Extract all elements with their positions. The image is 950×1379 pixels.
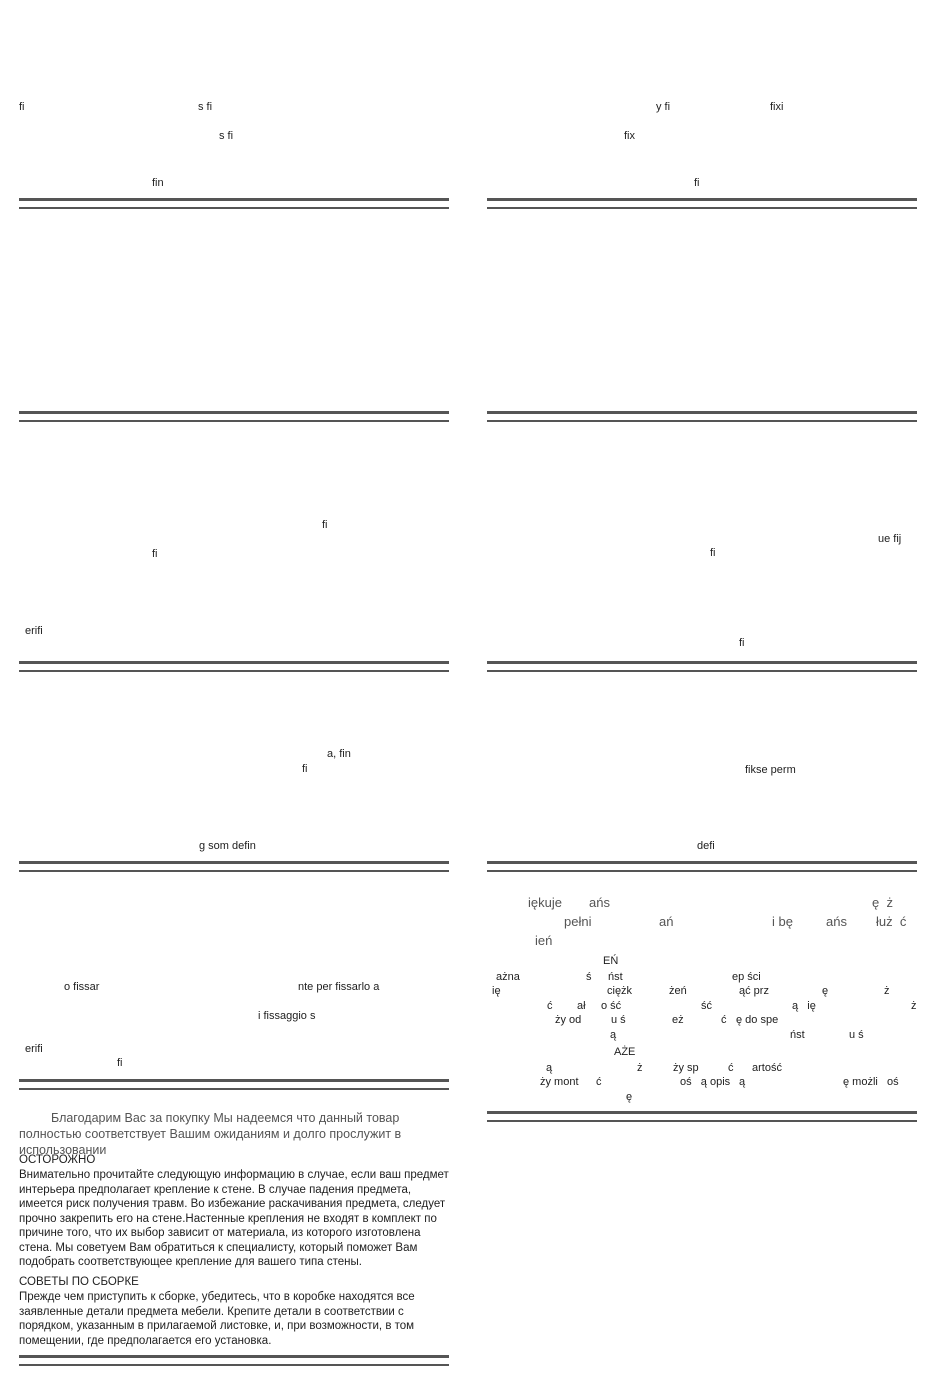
section-divider	[19, 661, 449, 672]
text-fragment: fi	[152, 548, 158, 560]
text-fragment: ażna	[496, 971, 520, 983]
text-fragment: ię	[492, 985, 501, 997]
text-fragment: iękuje	[528, 895, 562, 910]
text-fragment: ę	[822, 985, 829, 997]
ru-intro-text: Благодарим Вас за покупку Мы надеемся что данный товар полностью соответствует Вашим ожиданиям и долго прослужит в использовании	[19, 1111, 402, 1157]
text-fragment: u ś	[611, 1014, 626, 1026]
text-fragment: s fi	[219, 130, 234, 142]
text-fragment: łuż ć	[876, 914, 907, 929]
text-fragment: ę ż	[872, 895, 893, 910]
text-fragment: ę do spe	[736, 1014, 779, 1026]
section-divider	[19, 198, 449, 209]
text-fragment: fix	[624, 130, 635, 142]
text-fragment: ńst	[790, 1029, 805, 1041]
text-fragment: o ść	[601, 1000, 622, 1012]
text-fragment: fin	[152, 177, 164, 189]
text-fragment: AŻE	[614, 1046, 636, 1058]
text-fragment: oś ą opis	[680, 1076, 731, 1088]
text-fragment: ż	[884, 985, 890, 997]
section-divider	[487, 198, 917, 209]
text-fragment: ańs	[826, 914, 847, 929]
text-fragment: fi	[694, 177, 700, 189]
ru-caution-heading: ОСТОРОЖНО	[19, 1154, 96, 1166]
section-divider	[487, 861, 917, 872]
text-fragment: u ś	[849, 1029, 864, 1041]
text-fragment: ży mont	[540, 1076, 579, 1088]
text-fragment: g som defin	[199, 840, 256, 852]
ru-assembly-text: Прежде чем приступить к сборке, убедитесь, что в коробке находятся все заявленные детали предмета мебели. Крепите детали в соответствии с порядком, указанным в прилагаемой листовке, и, при возможности, в том помещении, где предполагается его установка.	[19, 1291, 415, 1347]
text-fragment: fikse perm	[745, 764, 796, 776]
section-divider	[487, 661, 917, 672]
text-fragment: ciężk	[607, 985, 633, 997]
text-fragment: ań	[659, 914, 674, 929]
text-fragment: ży od	[555, 1014, 582, 1026]
text-fragment: ż	[911, 1000, 917, 1012]
text-fragment: ał	[577, 1000, 586, 1012]
text-fragment: ć	[547, 1000, 553, 1012]
text-fragment: ień	[535, 933, 553, 948]
text-fragment: fixi	[770, 101, 784, 113]
ru-caution-text: Внимательно прочитайте следующую информацию в случае, если ваш предмет интерьера предполагает крепление к стене. В случае падения предмета, имеется риск получения травм. Во избежание раскачивания предмета, следует прочно закрепить его на стене.Настенные крепления не входят в комплект по причине того, что их выбор зависит от материала, из которого изготовлена стена. Мы советуем Вам обратиться к специалисту, который поможет Вам подобрать соответствующее крепление для вашего типа стены.	[19, 1169, 449, 1268]
text-fragment: a, fin	[327, 748, 351, 760]
text-fragment: erifi	[25, 625, 43, 637]
text-fragment: fi	[19, 101, 25, 113]
text-fragment: artość	[752, 1062, 782, 1074]
text-fragment: y fi	[656, 101, 671, 113]
text-fragment: ży sp	[673, 1062, 699, 1074]
text-fragment: fi	[739, 637, 745, 649]
section-divider	[19, 861, 449, 872]
text-fragment: ść	[701, 1000, 712, 1012]
text-fragment: EŃ	[603, 955, 619, 967]
section-divider	[487, 1111, 917, 1122]
text-fragment: ć	[596, 1076, 602, 1088]
text-fragment: ńst	[608, 971, 623, 983]
text-fragment: ć	[728, 1062, 734, 1074]
text-fragment: ś	[586, 971, 592, 983]
text-fragment: s fi	[198, 101, 213, 113]
text-fragment: ę	[626, 1091, 633, 1103]
text-fragment: ć	[721, 1014, 727, 1026]
text-fragment: pełni	[564, 914, 592, 929]
text-fragment: żeń	[669, 985, 687, 997]
text-fragment: nte per fissarlo a	[298, 981, 380, 993]
text-fragment: fi	[710, 547, 716, 559]
text-fragment: ą	[610, 1029, 617, 1041]
text-fragment: fi	[117, 1057, 123, 1069]
text-fragment: ę możli oś	[843, 1076, 899, 1088]
text-fragment: fi	[322, 519, 328, 531]
section-divider	[19, 411, 449, 422]
text-fragment: i fissaggio s	[258, 1010, 316, 1022]
text-fragment: ep ści	[732, 971, 761, 983]
text-fragment: o fissar	[64, 981, 100, 993]
text-fragment: ańs	[589, 895, 610, 910]
text-fragment: ąć prz	[739, 985, 769, 997]
text-fragment: i bę	[772, 914, 793, 929]
text-fragment: fi	[302, 763, 308, 775]
section-divider	[487, 411, 917, 422]
text-fragment: ą ię	[792, 1000, 816, 1012]
text-fragment: ą	[739, 1076, 746, 1088]
section-divider	[19, 1079, 449, 1090]
text-fragment: ż	[637, 1062, 643, 1074]
ru-assembly-heading: СОВЕТЫ ПО СБОРКЕ	[19, 1276, 139, 1288]
text-fragment: erifi	[25, 1043, 43, 1055]
section-divider	[19, 1355, 449, 1366]
text-fragment: eż	[672, 1014, 684, 1026]
text-fragment: ą	[546, 1062, 553, 1074]
text-fragment: defi	[697, 840, 715, 852]
text-fragment: ue fij	[878, 533, 902, 545]
